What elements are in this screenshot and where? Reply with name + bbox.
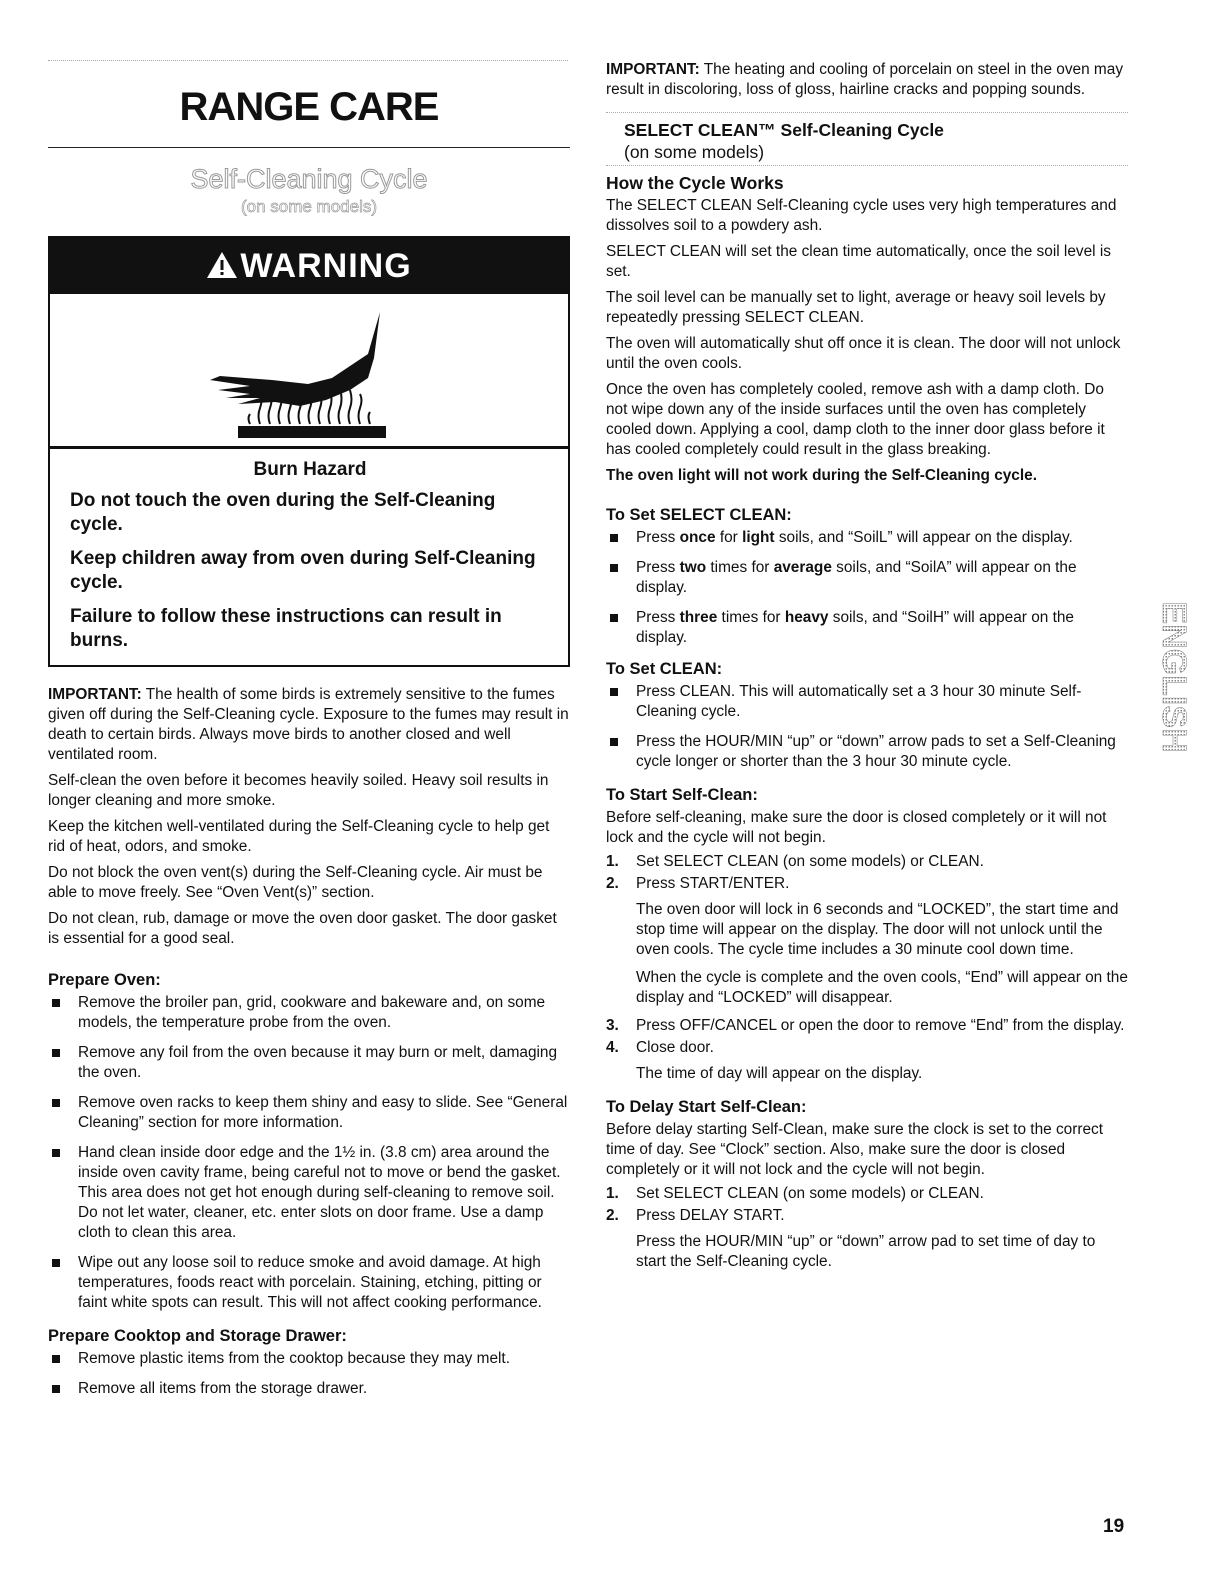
set-select-clean-list	[606, 528, 1128, 648]
paragraph: Before delay starting Self-Clean, make sure the clock is set to the correct time of day. See “Clock” section. Also, make sure the door is closed completely or it will not lock and the cycle will not begin.	[606, 1121, 1104, 1178]
step: 1. Set SELECT CLEAN (on some models) or CLEAN.	[606, 1185, 984, 1202]
list-item: Remove oven racks to keep them shiny and easy to slide. See “General Cleaning” section for more information.	[48, 1093, 570, 1133]
step: 3. Press OFF/CANCEL or open the door to remove “End” from the display.	[606, 1017, 1125, 1034]
prepare-oven-heading: Prepare Oven:	[48, 971, 161, 989]
step-note: When the cycle is complete and the oven cools, “End” will appear on the display and “LOCKED” will disappear.	[636, 969, 1128, 1006]
prepare-cooktop-list	[48, 1349, 570, 1399]
page-number: 19	[1103, 1516, 1125, 1537]
set-clean-list	[606, 682, 1128, 772]
prepare-oven-list	[48, 993, 570, 1313]
step-note: The oven door will lock in 6 seconds and “LOCKED”, the start time and stop time will appear on the display. The door will not unlock until the oven cools. The cycle time includes a 30 minute cool down time.	[636, 901, 1119, 958]
step: 4. Close door.	[606, 1039, 714, 1056]
list-item: Remove the broiler pan, grid, cookware and bakeware and, on some models, the temperature probe from the oven.	[48, 993, 570, 1033]
burn-hazard-icon	[50, 294, 568, 449]
step-note: Press the HOUR/MIN “up” or “down” arrow pad to set time of day to start the Self-Cleaning cycle.	[636, 1233, 1096, 1270]
divider	[606, 112, 1128, 117]
select-clean-title-block	[606, 119, 1128, 163]
start-clean-heading: To Start Self-Clean:	[606, 786, 758, 804]
list-item: Press the HOUR/MIN “up” or “down” arrow pads to set a Self-Cleaning cycle longer or shorter than the 3 hour 30 minute cycle.	[606, 732, 1128, 772]
top-rule	[48, 60, 568, 65]
list-item: Remove all items from the storage drawer.	[48, 1379, 570, 1399]
title-rule	[48, 147, 570, 148]
paragraph: The oven will automatically shut off once it is clean. The door will not unlock until the oven cools.	[606, 335, 1121, 372]
select-clean-title: SELECT CLEAN™ Self-Cleaning Cycle	[624, 120, 944, 140]
paragraph: Self-clean the oven before it becomes heavily soiled. Heavy soil results in longer cleaning and more smoke.	[48, 772, 549, 809]
list-item: Press CLEAN. This will automatically set a 3 hour 30 minute Self-Cleaning cycle.	[606, 682, 1128, 722]
paragraph: Keep the kitchen well-ventilated during the Self-Cleaning cycle to help get rid of heat, odors, and smoke.	[48, 818, 550, 855]
language-tab	[1154, 565, 1190, 790]
paragraph: The SELECT CLEAN Self-Cleaning cycle uses very high temperatures and dissolves soil to a powdery ash.	[606, 197, 1117, 234]
list-item: Wipe out any loose soil to reduce smoke and avoid damage. At high temperatures, foods react with porcelain. Staining, etching, pitting or faint white spots can result. This will not affect cooking performance.	[48, 1253, 570, 1313]
important-note: IMPORTANT: The health of some birds is extremely sensitive to the fumes given off during the Self-Cleaning cycle. Exposure to the fumes may result in death to certain birds. Always move birds to another closed and well ventilated room.	[48, 686, 569, 763]
divider	[606, 165, 1128, 170]
oven-light-note: The oven light will not work during the Self-Cleaning cycle.	[606, 467, 1037, 484]
important-note: IMPORTANT: The heating and cooling of porcelain on steel in the oven may result in discoloring, loss of gloss, hairline cracks and popping sounds.	[606, 61, 1124, 98]
list-item: Press once for light soils, and “SoilL” will appear on the display.	[606, 528, 1128, 548]
right-column	[606, 60, 1128, 1280]
warning-line: Do not touch the oven during the Self-Cleaning cycle.	[70, 490, 496, 535]
list-item: Remove plastic items from the cooktop because they may melt.	[48, 1349, 570, 1369]
paragraph: Before self-cleaning, make sure the door is closed completely or it will not lock and the cycle will not begin.	[606, 809, 1107, 846]
warning-header	[50, 238, 568, 294]
delay-start-heading: To Delay Start Self-Clean:	[606, 1098, 807, 1116]
paragraph: SELECT CLEAN will set the clean time automatically, once the soil level is set.	[606, 243, 1111, 280]
section-subtitle: (on some models)	[240, 197, 378, 216]
warning-triangle-icon	[206, 240, 238, 296]
warning-line: Keep children away from oven during Self-Cleaning cycle.	[70, 548, 536, 593]
left-column	[48, 60, 570, 1409]
step: 2. Press DELAY START.	[606, 1207, 785, 1224]
list-item: Hand clean inside door edge and the 1½ in. (3.8 cm) area around the inside oven cavity frame, being careful not to move or bend the gasket. This area does not get hot enough during self-cleaning to remove soil. Do not let water, cleaner, etc. enter slots on door frame. Use a damp cloth to clean this area.	[48, 1143, 570, 1243]
list-item: Press three times for heavy soils, and “SoilH” will appear on the display.	[606, 608, 1128, 648]
list-item: Press two times for average soils, and “SoilA” will appear on the display.	[606, 558, 1128, 598]
step-note: The time of day will appear on the display.	[636, 1065, 923, 1082]
list-item: Remove any foil from the oven because it may burn or melt, damaging the oven.	[48, 1043, 570, 1083]
step: 2. Press START/ENTER.	[606, 875, 790, 892]
language-tab-text: ENGLISH	[1155, 601, 1190, 753]
warning-box	[48, 236, 570, 667]
warning-header-text: WARNING	[240, 247, 412, 285]
warning-line: Failure to follow these instructions can result in burns.	[70, 606, 502, 651]
paragraph: Do not clean, rub, damage or move the oven door gasket. The door gasket is essential for a good seal.	[48, 910, 557, 947]
set-clean-heading: To Set CLEAN:	[606, 660, 723, 678]
start-clean-steps-cont	[606, 1016, 1128, 1058]
start-clean-steps	[606, 852, 1128, 894]
step: 1. Set SELECT CLEAN (on some models) or CLEAN.	[606, 853, 984, 870]
how-heading: How the Cycle Works	[606, 173, 784, 193]
page-title: RANGE CARE	[179, 85, 439, 129]
paragraph: Once the oven has completely cooled, remove ash with a damp cloth. Do not wipe down any of the inside surfaces until the oven has completely cooled down. Applying a cool, damp cloth to the inner door glass before it has cooled completely could result in the glass breaking.	[606, 381, 1105, 458]
hazard-title: Burn Hazard	[253, 459, 367, 480]
set-select-clean-heading: To Set SELECT CLEAN:	[606, 506, 792, 524]
select-clean-subtitle: (on some models)	[624, 142, 765, 162]
delay-start-steps	[606, 1184, 1128, 1226]
paragraph: Do not block the oven vent(s) during the Self-Cleaning cycle. Air must be able to move freely. See “Oven Vent(s)” section.	[48, 864, 543, 901]
section-title: Self-Cleaning Cycle	[190, 164, 428, 194]
warning-text	[50, 449, 568, 665]
prepare-cooktop-heading: Prepare Cooktop and Storage Drawer:	[48, 1327, 347, 1345]
paragraph: The soil level can be manually set to light, average or heavy soil levels by repeatedly pressing SELECT CLEAN.	[606, 289, 1106, 326]
